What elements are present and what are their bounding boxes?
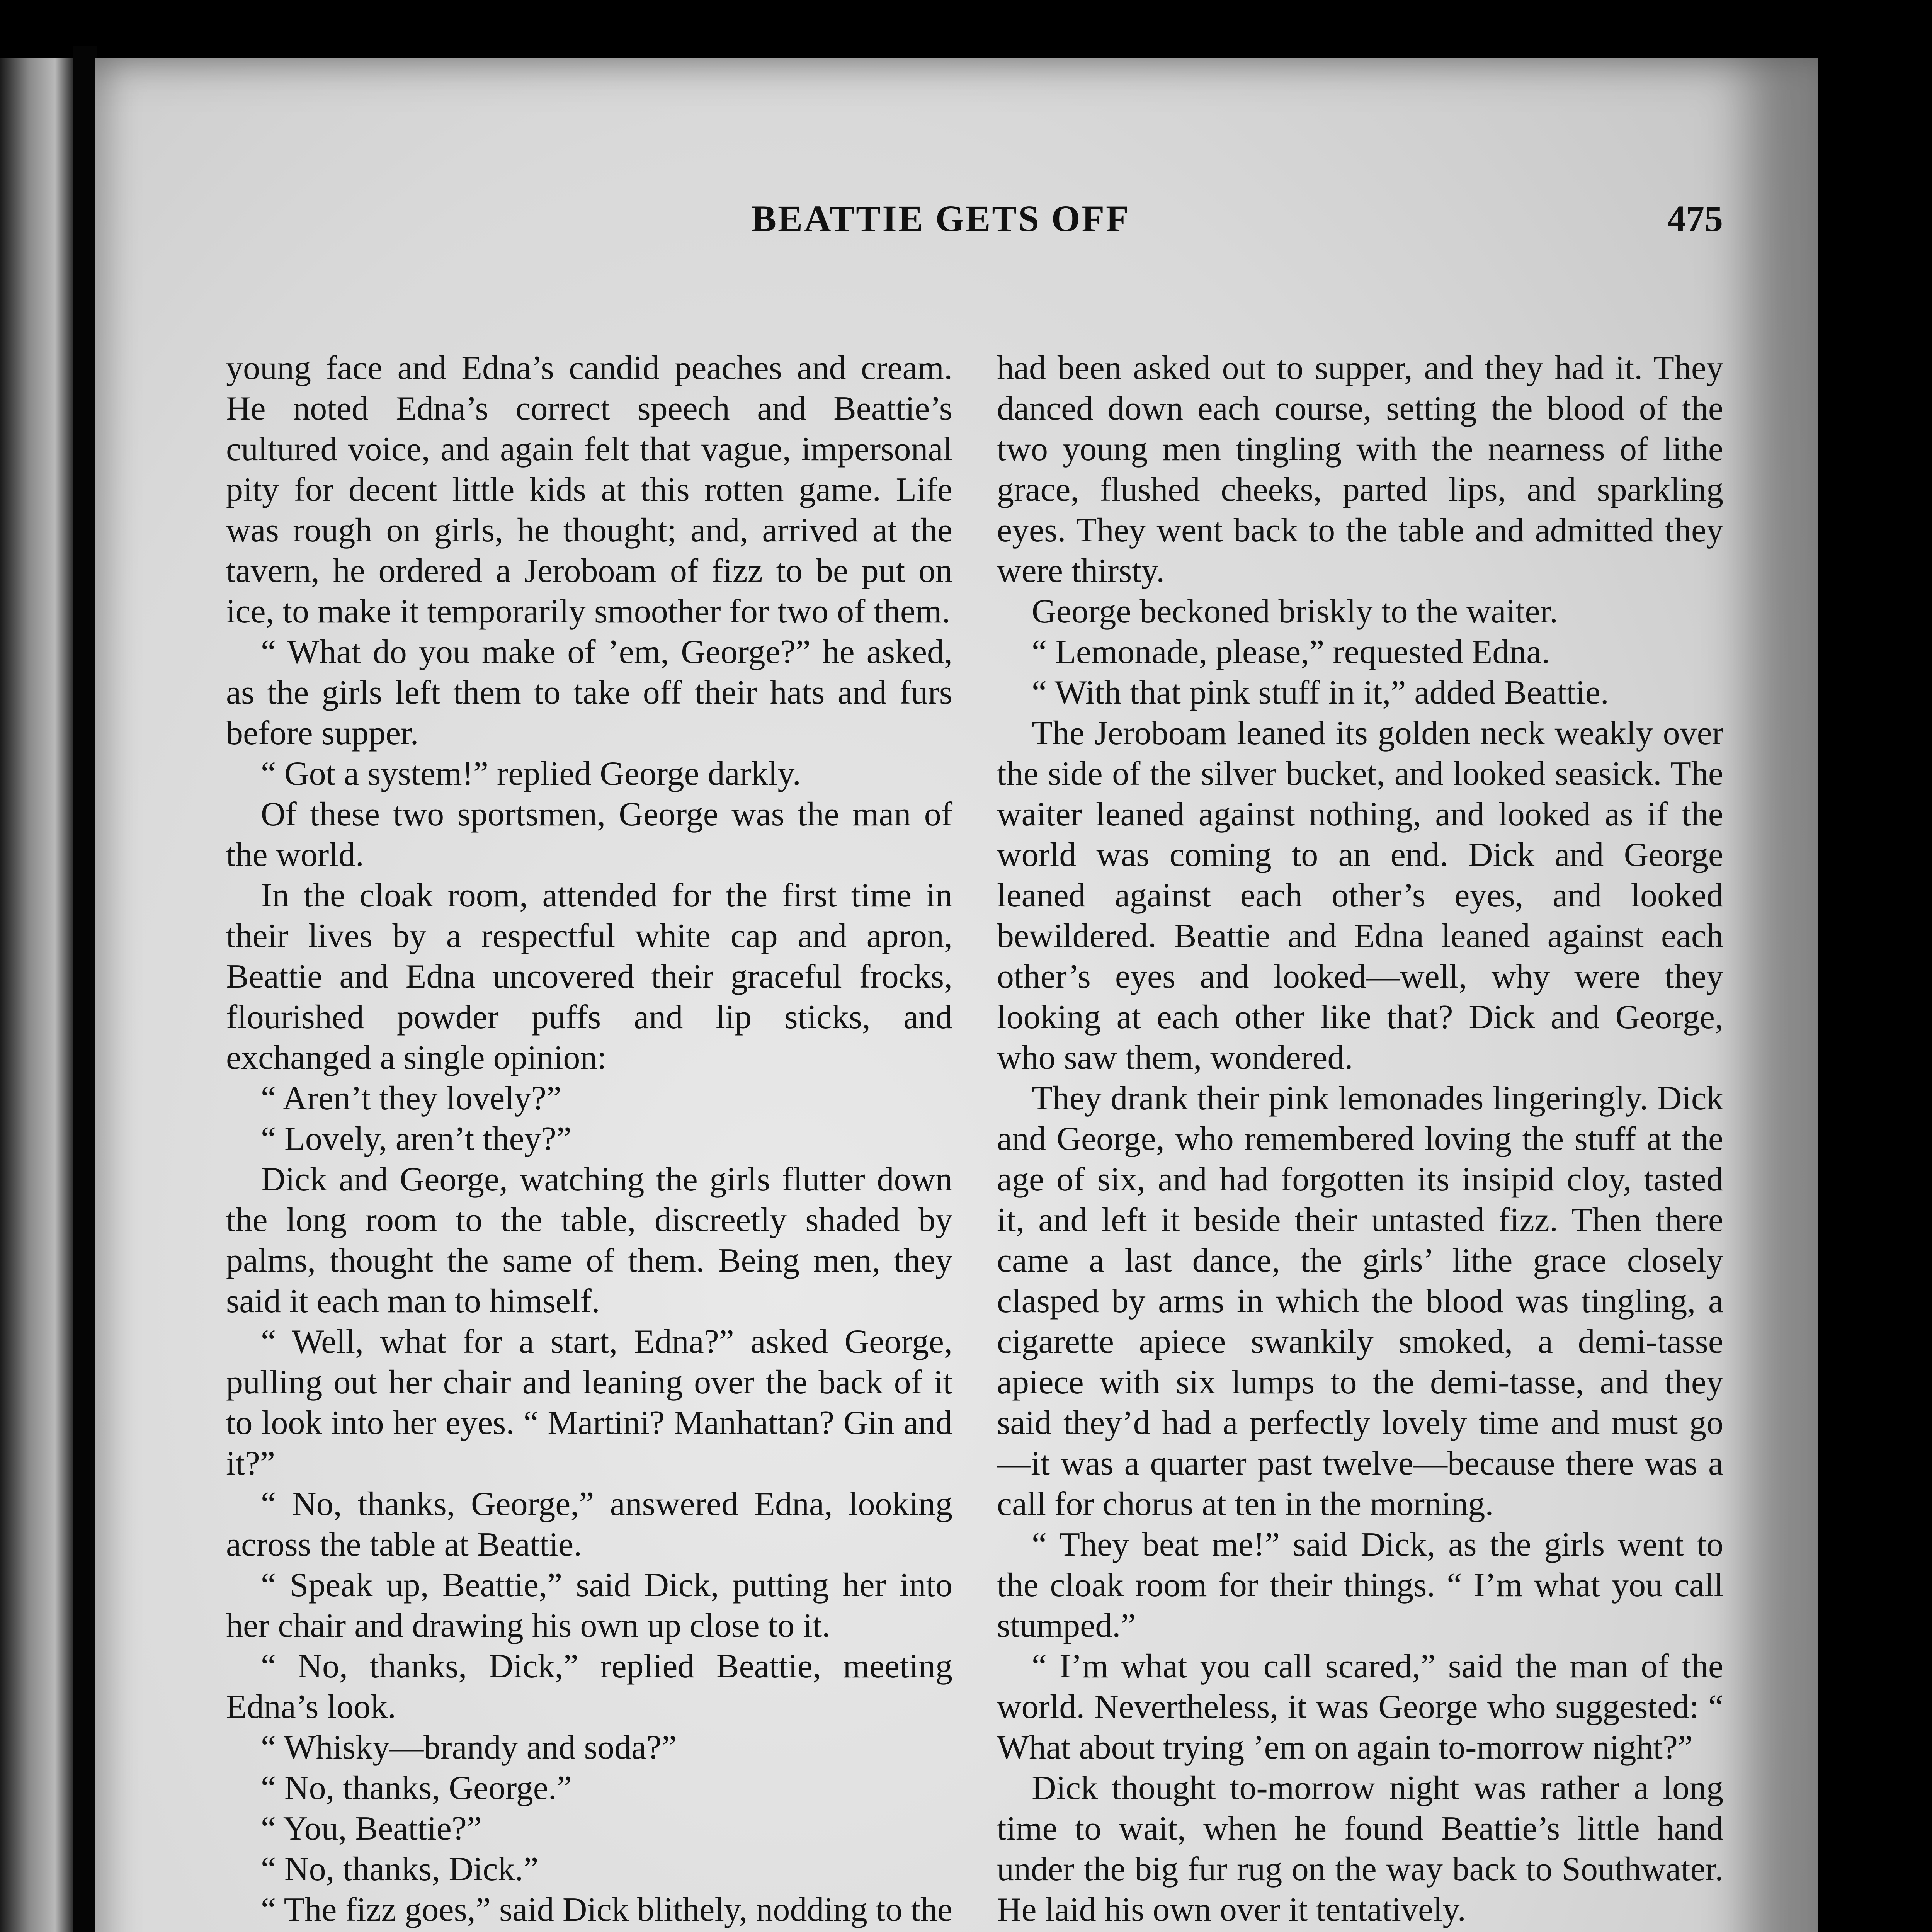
paragraph: Dick and George, watching the girls flutter down the long room to the table, discreetly shaded by palms, thought the same of them. Being men, they said it each man to himself. bbox=[226, 1161, 952, 1320]
paragraph: Dick thought to-morrow night was rather a long time to wait, when he found Beattie’s little hand under the big fur rug on the way back to Southwater. He laid his own over it tentatively. bbox=[997, 1769, 1723, 1929]
paragraph: “ No, thanks, George,” answered Edna, looking across the table at Beattie. bbox=[226, 1485, 952, 1563]
paragraph: “ No, thanks, George.” bbox=[261, 1769, 572, 1807]
paragraph: “ Speak up, Beattie,” said Dick, putting her into her chair and drawing his own up close to it. bbox=[226, 1566, 952, 1645]
paragraph: “ Aren’t they lovely?” bbox=[261, 1080, 561, 1117]
text-column-left bbox=[226, 348, 952, 1932]
page-number: 475 bbox=[1667, 198, 1723, 239]
text-column-right bbox=[997, 348, 1723, 1932]
paragraph: In the cloak room, attended for the first time in their lives by a respectful white cap and apron, Beattie and Edna uncovered their graceful frocks, flourished powder puffs and lip sticks, and exchanged a single opinion: bbox=[226, 877, 952, 1077]
paragraph: “ The fizz goes,” said Dick blithely, nodding to the bbox=[261, 1891, 952, 1929]
book-page bbox=[95, 58, 1818, 1932]
paragraph: “ Well, what for a start, Edna?” asked George, pulling out her chair and leaning over the back of it to look into her eyes. “ Martini? Manhattan? Gin and it?” bbox=[226, 1323, 952, 1482]
paragraph: “ You, Beattie?” bbox=[261, 1810, 482, 1847]
paragraph: The Jeroboam leaned its golden neck weakly over the side of the silver bucket, and looked seasick. The waiter leaned against nothing, and looked as if the world was coming to an end. Dick and George leaned against each other’s eyes, and looked bewildered. Beattie and Edna leaned against each other’s eyes and looked—well, why were they looking at each other like that? Dick and George, who saw them, wondered. bbox=[997, 714, 1723, 1077]
paragraph: “ What do you make of ’em, George?” he asked, as the girls left them to take off their hats and furs before supper. bbox=[226, 633, 952, 752]
paragraph: “ Lemonade, please,” requested Edna. bbox=[1032, 633, 1550, 671]
paragraph: “ They beat me!” said Dick, as the girls went to the cloak room for their things. “ I’m what you call stumped.” bbox=[997, 1526, 1723, 1645]
paragraph: “ Got a system!” replied George darkly. bbox=[261, 755, 801, 793]
paragraph bbox=[997, 1930, 1723, 1932]
paragraph: young face and Edna’s candid peaches and cream. He noted Edna’s correct speech and Beattie’s cultured voice, and again felt that vague, impersonal pity for decent little kids at this rotten game. Life was rough on girls, he thought; and, arrived at the tavern, he ordered a Jeroboam of fizz to be put on ice, to make it temporarily smoother for two of them. bbox=[226, 349, 952, 630]
paragraph: They drank their pink lemonades lingeringly. Dick and George, who remembered loving the stuff at the age of six, and had forgotten its insipid cloy, tasted it, and left it beside their untasted fizz. Then there came a last dance, the girls’ lithe grace closely clasped by arms in which the blood was tingling, a cigarette apiece swankily smoked, a demi-tasse apiece with six lumps to the demi-tasse, and they said they’d had a perfectly lovely time and must go—it was a quarter past twelve—because there was a call for chorus at ten in the morning. bbox=[997, 1080, 1723, 1523]
paragraph: “ No, thanks, Dick.” bbox=[261, 1850, 539, 1888]
paragraph: “ No, thanks, Dick,” replied Beattie, meeting Edna’s look. bbox=[226, 1648, 952, 1726]
paragraph: George beckoned briskly to the waiter. bbox=[1032, 593, 1558, 630]
paragraph: “ Whisky—brandy and soda?” bbox=[261, 1729, 677, 1766]
paragraph: “ With that pink stuff in it,” added Beattie. bbox=[1032, 674, 1609, 711]
paragraph: Of these two sportsmen, George was the man of the world. bbox=[226, 796, 952, 874]
running-header bbox=[95, 197, 1818, 259]
paragraph: “ I’m what you call scared,” said the man of the world. Nevertheless, it was George who suggested: “ What about trying ’em on again to-morrow night?” bbox=[997, 1648, 1723, 1766]
running-head-title: BEATTIE GETS OFF bbox=[752, 198, 1130, 239]
paragraph: had been asked out to supper, and they had it. They danced down each course, setting the blood of the two young men tingling with the nearness of lithe grace, flushed cheeks, parted lips, and sparkling eyes. They went back to the table and admitted they were thirsty. bbox=[997, 349, 1723, 590]
facing-page-edge bbox=[0, 58, 73, 1932]
paragraph: “ Lovely, aren’t they?” bbox=[261, 1120, 571, 1158]
book-gutter bbox=[73, 46, 97, 1932]
